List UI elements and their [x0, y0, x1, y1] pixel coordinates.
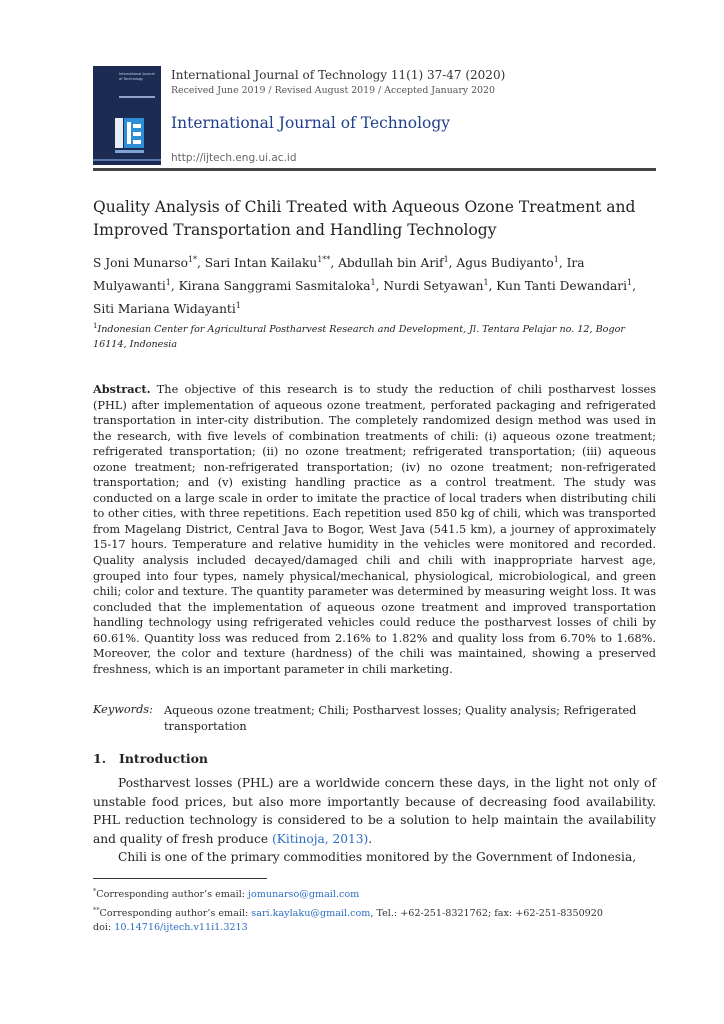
- author: Ira Mulyawanti$^1$,: [93, 256, 585, 294]
- author: Nurdi Setyawan$^1$,: [383, 278, 497, 294]
- footnote-divider: [93, 878, 267, 879]
- footnote-1: *Corresponding author’s email: jomunarso@gmail.com: [93, 887, 360, 901]
- cover-subtitle-bar: [119, 96, 155, 98]
- keywords-text: Aqueous ozone treatment; Chili; Postharvest losses; Quality analysis; Refrigerated transportation: [164, 704, 637, 733]
- author: Kun Tanti Dewandari$^1$,: [496, 278, 636, 294]
- email-link[interactable]: jomunarso@gmail.com: [248, 889, 360, 901]
- author: Sari Intan Kailaku$^{1**}$,: [204, 255, 339, 271]
- paper-title: Quality Analysis of Chili Treated with Aqueous Ozone Treatment and Improved Transportation and Handling Technology: [93, 198, 636, 239]
- intro-paragraph: Chili is one of the primary commodities monitored by the Government of Indonesia,: [118, 850, 637, 865]
- author: S Joni Munarso$^{1*}$,: [93, 255, 205, 271]
- footnotes: [93, 884, 656, 936]
- doi-link[interactable]: 10.14716/ijtech.v11i1.3213: [114, 922, 248, 934]
- section-heading: 1. Introduction: [93, 751, 209, 766]
- email-link[interactable]: sari.kaylaku@gmail.com: [251, 907, 371, 919]
- keywords-label: Keywords:: [93, 703, 153, 716]
- footnote-2: **Corresponding author’s email: sari.kaylaku@gmail.com, Tel.: +62-251-8321762; fax: +62-251-8350920: [93, 905, 603, 919]
- cover-title: International Journal of Technology: [119, 72, 155, 81]
- journal-url-link[interactable]: http://ijtech.eng.ui.ac.id: [171, 152, 297, 164]
- doi-line: doi: 10.14716/ijtech.v11i1.3213: [93, 922, 248, 934]
- author-list: [93, 250, 656, 319]
- header-divider: [93, 168, 656, 171]
- abstract-text: The objective of this research is to study the reduction of chili postharvest losses (PHL) after implementation of aqueous ozone treatment, perforated packaging and refrigerated transportation in inter-city distribution. The completely randomized design method was used in the research, with five levels of combination treatments of chili: (i) aqueous ozone treatment; refrigerated transportation; (ii) no ozone treatment; refrigerated transportation; (iii) aqueous ozone treatment; non-refrigerated transportation; (iv) no ozone treatment; non-refrigerated transportation; and (v) existing handling practice as a control treatment. The study was conducted on a large scale in order to imitate the practice of local traders when distributing chili to other cities, with three repetitions. Each repetition used 850 kg of chili, which was transported from Magelang District, Central Java to Bogor, West Java (541.5 km), a journey of approximately 15-17 hours. Temperature and relative humidity in the vehicles were monitored and recorded. Quality analysis included decayed/damaged chili and chili with inappropriate harvest age, grouped into four types, namely physical/mechanical, physiological, microbiological, and green chili; color and texture. The quantity parameter was determined by measuring weight loss. It was concluded that the implementation of aqueous ozone treatment and improved transportation handling technology using refrigerated vehicles could reduce the postharvest losses of chili by 60.61%. Quantity loss was reduced from 2.16% to 1.82% and quality loss from 6.70% to 1.68%. Moreover, the color and texture (hardness) of the chili was maintained, showing a preserved freshness, which is an important parameter in chili marketing.: [93, 383, 656, 676]
- citation-link[interactable]: (Kitinoja, 2013): [271, 831, 369, 846]
- affiliation: $^1$Indonesian Center for Agricultural Postharvest Research and Development, Jl. Tentara Pelajar no. 12, Bogor 16114, Indonesia: [93, 322, 625, 351]
- cover-footer-bar: [93, 159, 161, 161]
- abstract-label: Abstract.: [93, 382, 151, 396]
- author: Siti Mariana Widayanti$^1$: [93, 301, 241, 317]
- ijtech-logo-icon: [115, 114, 145, 158]
- author: Kirana Sanggrami Sasmitaloka$^1$,: [178, 278, 384, 294]
- journal-cover-image: [93, 66, 161, 165]
- author: Agus Budiyanto$^1$,: [456, 255, 567, 271]
- submission-dates: Received June 2019 / Revised August 2019 / Accepted January 2020: [171, 85, 495, 96]
- author: Abdullah bin Arif$^1$,: [338, 255, 457, 271]
- abstract: [93, 382, 656, 677]
- intro-paragraph: Postharvest losses (PHL) are a worldwide concern these days, in the light not only of unstable food prices, but also more importantly because of decreasing food availability. PHL reduction technology is considered to be a solution to help maintain the availability and quality of fresh produce (Kitinoja, 2013).: [93, 776, 656, 846]
- journal-issue: International Journal of Technology 11(1) 37-47 (2020): [171, 68, 506, 82]
- introduction-body: [93, 774, 656, 867]
- journal-name: International Journal of Technology: [171, 114, 451, 132]
